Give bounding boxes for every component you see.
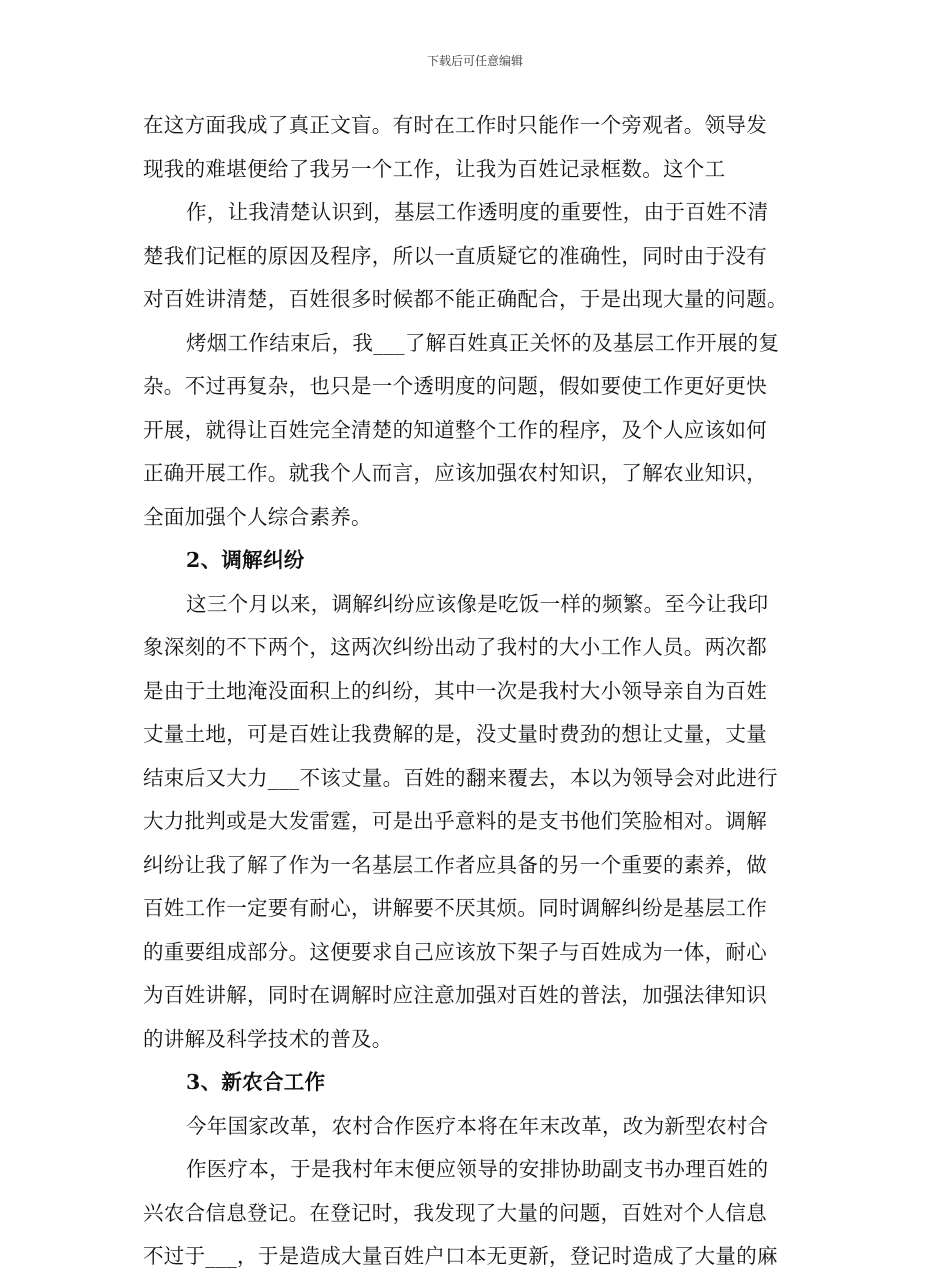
page-header: 下载后可任意编辑 [426, 54, 523, 68]
text-line: 全面加强个人综合素养。 [143, 504, 372, 529]
section-heading: 3、新农合工作 [186, 1070, 326, 1094]
text-line: 对百姓讲清楚，百姓很多时候都不能正确配合，于是出现大量的问题。 [143, 287, 788, 311]
text-line: 作医疗本，于是我村年末便应领导的安排协助副支书办理百姓的 [186, 1157, 769, 1181]
text-line: 纠纷让我了解了作为一名基层工作者应具备的另一个重要的素养，做 [143, 852, 767, 877]
text-line: 现我的难堪便给了我另一个工作，让我为百姓记录框数。这个工 [143, 156, 726, 181]
text-line: 的讲解及科学技术的普及。 [143, 1026, 393, 1051]
text-line: 的重要组成部分。这便要求自己应该放下架子与百姓成为一体，耐心 [143, 939, 767, 964]
text-line: 烤烟工作结束后，我___了解百姓真正关怀的及基层工作开展的复 [186, 330, 780, 355]
text-line: 为百姓讲解，同时在调解时应注意加强对百姓的普法，加强法律知识 [143, 983, 767, 1007]
text-line: 不过于___，于是造成大量百姓户口本无更新，登记时造成了大量的麻 [143, 1244, 778, 1268]
section-heading: 2、调解纠纷 [186, 548, 305, 572]
text-line: 百姓工作一定要有耐心，讲解要不厌其烦。同时调解纠纷是基层工作 [143, 896, 767, 920]
text-line: 大力批判或是大发雷霆，可是出乎意料的是支书他们笑脸相对。调解 [143, 809, 767, 833]
text-line: 今年国家改革，农村合作医疗本将在年末改革，改为新型农村合 [186, 1113, 769, 1138]
text-line: 这三个月以来，调解纠纷应该像是吃饭一样的频繁。至今让我印 [186, 591, 769, 616]
text-line: 杂。不过再复杂，也只是一个透明度的问题，假如要使工作更好更快 [143, 374, 767, 398]
document-body [143, 104, 815, 1279]
text-line: 兴农合信息登记。在登记时，我发现了大量的问题，百姓对个人信息 [143, 1200, 767, 1225]
text-line: 丈量土地，可是百姓让我费解的是，没丈量时费劲的想让丈量，丈量 [143, 722, 767, 746]
text-line: 结束后又大力___不该丈量。百姓的翻来覆去，本以为领导会对此进行 [143, 765, 778, 790]
text-line: 在这方面我成了真正文盲。有时在工作时只能作一个旁观者。领导发 [143, 113, 767, 137]
text-line: 象深刻的不下两个，这两次纠纷出动了我村的大小工作人员。两次都 [143, 635, 767, 659]
text-line: 作，让我清楚认识到，基层工作透明度的重要性，由于百姓不清 [186, 200, 769, 224]
text-line: 开展，就得让百姓完全清楚的知道整个工作的程序，及个人应该如何 [143, 417, 767, 442]
text-line: 楚我们记框的原因及程序，所以一直质疑它的准确性，同时由于没有 [143, 243, 767, 268]
text-line: 正确开展工作。就我个人而言，应该加强农村知识，了解农业知识， [143, 461, 767, 485]
text-line: 是由于土地淹没面积上的纠纷，其中一次是我村大小领导亲自为百姓 [143, 678, 767, 703]
